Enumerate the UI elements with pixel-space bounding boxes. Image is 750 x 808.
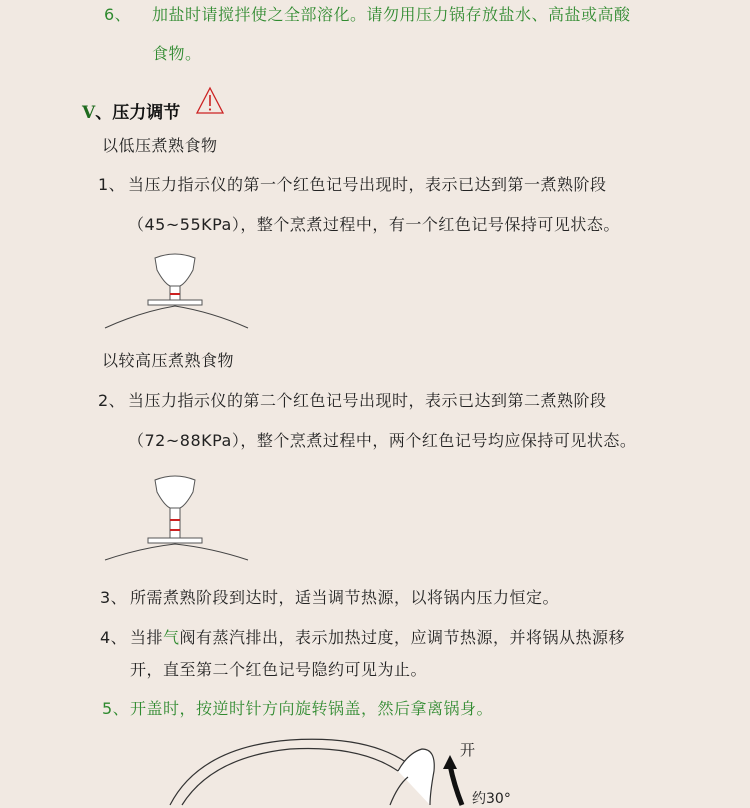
item-6-line1: 加盐时请搅拌使之全部溶化。请勿用压力锅存放盐水、高盐或高酸 (152, 5, 631, 24)
warning-icon (195, 86, 225, 116)
item-4-line2: 开，直至第二个红色记号隐约可见为止。 (130, 660, 428, 679)
item-4-line1-c: 阀有蒸汽排出，表示加热过度，应调节热源，并将锅从热源移 (179, 628, 626, 647)
item-4-line1-a: 当排 (130, 628, 164, 647)
item-6-number: 6、 (104, 5, 132, 24)
item-1-line1: 当压力指示仪的第一个红色记号出现时，表示已达到第一煮熟阶段 (128, 175, 607, 194)
item-5-text: 开盖时，按逆时针方向旋转锅盖，然后拿离锅身。 (130, 699, 494, 718)
section-roman: V (82, 103, 96, 123)
item-1-number: 1、 (98, 175, 126, 194)
item-3-text: 所需煮熟阶段到达时，适当调节热源，以将锅内压力恒定。 (130, 588, 560, 607)
section-heading (82, 98, 180, 123)
pressure-indicator-diagram-2 (100, 472, 260, 567)
pressure-indicator-diagram-1 (100, 250, 260, 335)
high-pressure-title: 以较高压煮熟食物 (102, 351, 235, 370)
open-label: 开 (460, 741, 476, 759)
item-5-number: 5、 (102, 699, 130, 718)
lid-opening-diagram (160, 735, 580, 805)
low-pressure-title: 以低压煮熟食物 (102, 136, 218, 155)
item-3-number: 3、 (100, 588, 128, 607)
item-2-line1: 当压力指示仪的第二个红色记号出现时，表示已达到第二煮熟阶段 (128, 391, 607, 410)
section-title: 、压力调节 (95, 103, 181, 123)
item-6-line2: 食物。 (152, 44, 202, 63)
item-4-line1 (130, 625, 625, 648)
item-2-number: 2、 (98, 391, 126, 410)
item-4-number: 4、 (100, 628, 128, 647)
item-4-line1-highlight: 气 (163, 628, 180, 647)
item-2-line2: （72~88KPa），整个烹煮过程中，两个红色记号均应保持可见状态。 (128, 431, 637, 450)
item-1-line2: （45~55KPa），整个烹煮过程中，有一个红色记号保持可见状态。 (128, 215, 620, 234)
angle-label: 约30° (472, 791, 511, 807)
